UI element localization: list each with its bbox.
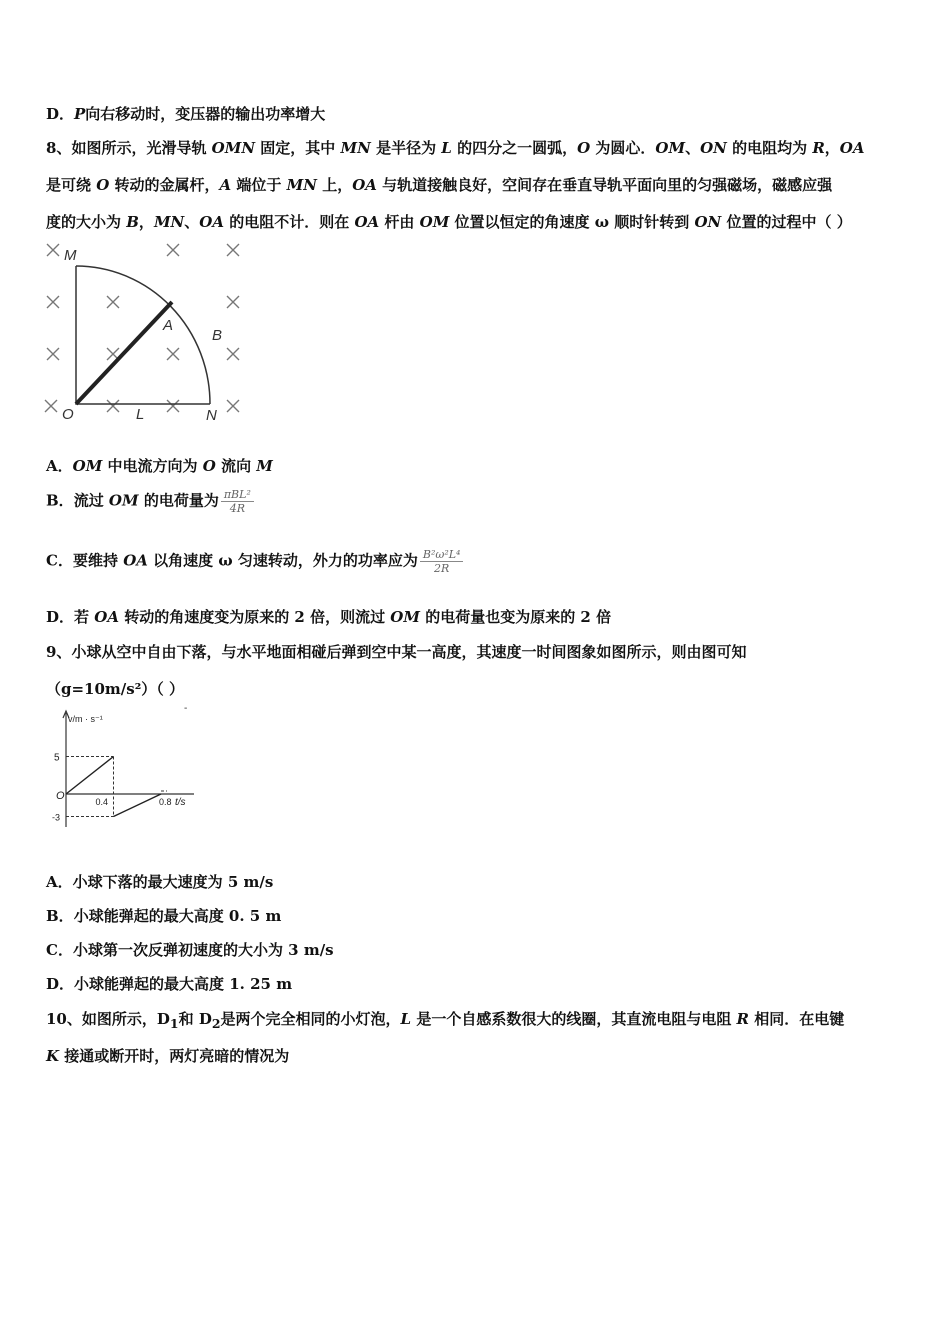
- velocity-time-chart: [50, 705, 200, 835]
- var: OM: [419, 213, 450, 231]
- text: 、: [184, 213, 200, 231]
- var: MN: [153, 213, 185, 231]
- var: O: [577, 139, 591, 157]
- stray-mark: -: [184, 705, 188, 714]
- text: 如图所示，光滑导轨: [71, 139, 212, 157]
- q10-line1: [46, 1008, 844, 1031]
- text: 上，: [316, 176, 353, 194]
- text: 是半径为: [370, 139, 442, 157]
- var: OM: [108, 491, 139, 510]
- text: 位置以恒定的角速度 ω 顺时针转到: [449, 213, 695, 231]
- label-m: M: [64, 247, 77, 264]
- var: OM: [390, 608, 420, 626]
- prev-option-d: [46, 103, 325, 124]
- q9-option-d[interactable]: [46, 973, 292, 994]
- var: OA: [352, 176, 377, 194]
- q9-option-a[interactable]: [46, 871, 273, 892]
- var: OA: [839, 139, 865, 157]
- velocity-segment: [114, 794, 162, 817]
- text: 流过: [73, 491, 109, 510]
- text: 是两个完全相同的小灯泡，: [220, 1010, 401, 1028]
- rod-oa: [76, 302, 172, 404]
- text: 如图所示，D: [81, 1010, 170, 1028]
- fraction: [420, 548, 464, 575]
- var: MN: [340, 139, 371, 157]
- option-label: D．: [46, 975, 75, 993]
- option-text: 小球下落的最大速度为 5 m/s: [72, 873, 274, 891]
- text: 是一个自感系数很大的线圈，其直流电阻与电阻: [411, 1010, 737, 1028]
- numerator: B²ω²L⁴: [420, 548, 464, 562]
- fraction: [221, 488, 254, 515]
- label-o: O: [62, 406, 74, 423]
- text: 的电阻不计．则在: [224, 213, 355, 231]
- option-text: 小球能弹起的最大高度 1. 25 m: [74, 975, 293, 993]
- text: 度的大小为: [46, 213, 127, 231]
- text: 若: [74, 608, 95, 626]
- q8-option-b[interactable]: [46, 488, 254, 515]
- label-n: N: [206, 407, 217, 424]
- option-text: 小球第一次反弹初速度的大小为 3 m/s: [72, 941, 334, 959]
- question-number: 10、: [46, 1010, 82, 1028]
- option-label: D．: [46, 105, 75, 123]
- var: P: [74, 105, 86, 123]
- var: ON: [700, 139, 727, 157]
- text: 端位于: [231, 176, 287, 194]
- text: （g=10m/s²）（ ）: [46, 680, 185, 698]
- text: 接通或断开时，两灯亮暗的情况为: [59, 1047, 290, 1065]
- var: OMN: [211, 139, 256, 157]
- text: 相同．在电键: [749, 1010, 845, 1028]
- velocity-segment: [66, 757, 114, 795]
- numerator: πBL²: [221, 488, 254, 502]
- var: R: [736, 1010, 750, 1028]
- var: K: [46, 1047, 60, 1065]
- text: ，: [138, 213, 154, 231]
- q8-line3: [46, 211, 852, 232]
- option-label: C．: [46, 941, 73, 959]
- text: 的电荷量为: [138, 491, 219, 510]
- denominator: 2R: [434, 562, 450, 575]
- var: OA: [354, 213, 380, 231]
- q8-option-c[interactable]: [46, 548, 463, 575]
- q8-option-d[interactable]: [46, 606, 611, 627]
- option-label: C．: [46, 551, 73, 570]
- q8-option-a[interactable]: [46, 455, 273, 476]
- option-text: 向右移动时，变压器的输出功率增大: [85, 105, 326, 123]
- subscript: 1: [169, 1016, 179, 1031]
- var: MN: [286, 176, 317, 194]
- subscript: 2: [211, 1016, 221, 1031]
- q9-option-c[interactable]: [46, 939, 334, 960]
- var: OA: [199, 213, 224, 231]
- origin-label: O: [56, 790, 65, 802]
- var: M: [256, 457, 273, 475]
- q9-line1: [46, 641, 746, 662]
- text: 与轨道接触良好，空间存在垂直导轨平面向里的匀强磁场，磁感应强: [376, 176, 833, 194]
- q8-line2: [46, 174, 832, 195]
- denominator: 4R: [229, 502, 245, 515]
- q9-line2: [46, 678, 184, 699]
- var: OM: [655, 139, 686, 157]
- text: 固定，其中: [255, 139, 341, 157]
- q8-magnetic-field-figure: [40, 240, 250, 425]
- field-cross-marks: [45, 244, 239, 412]
- label-a: A: [163, 317, 174, 334]
- text: 的电阻均为: [726, 139, 813, 157]
- var: ON: [694, 213, 722, 231]
- text: 杆由: [379, 213, 420, 231]
- text: 的电荷量也变为原来的 2 倍: [419, 608, 612, 626]
- text: 位置的过程中（ ）: [721, 213, 852, 231]
- question-number: 8、: [46, 139, 72, 157]
- q9-option-b[interactable]: [46, 905, 281, 926]
- y-tick-label: 5: [54, 752, 60, 764]
- var: O: [96, 176, 110, 194]
- var: OA: [123, 551, 148, 570]
- y-tick-label: -3: [52, 812, 61, 823]
- var: A: [219, 176, 232, 194]
- var: R: [812, 139, 825, 157]
- option-label: D．: [46, 608, 75, 626]
- text: 中电流方向为: [102, 457, 203, 475]
- var: OM: [72, 457, 103, 475]
- text: 流向: [215, 457, 257, 475]
- var: O: [202, 457, 216, 475]
- var: B: [126, 213, 139, 231]
- q10-line2: [46, 1045, 289, 1066]
- text: 要维持: [72, 551, 124, 570]
- var: OA: [94, 608, 119, 626]
- label-l: L: [136, 406, 145, 423]
- text: 、: [685, 139, 701, 157]
- option-label: B．: [46, 907, 74, 925]
- q8-line1: [46, 137, 865, 158]
- var: L: [400, 1010, 412, 1028]
- text: 和 D: [178, 1010, 212, 1028]
- x-axis-label: t/s: [175, 797, 186, 808]
- x-tick-label: 0.8: [159, 797, 172, 807]
- option-text: 小球能弹起的最大高度 0. 5 m: [73, 907, 282, 925]
- text: 是可绕: [46, 176, 97, 194]
- var: L: [441, 139, 452, 157]
- text: 转动的角速度变为原来的 2 倍，则流过: [118, 608, 391, 626]
- text: 小球从空中自由下落，与水平地面相碰后弹到空中某一高度，其速度一时间图象如图所示，则由图可知: [71, 643, 747, 661]
- option-label: A．: [46, 873, 73, 891]
- option-label: B．: [46, 491, 74, 510]
- question-number: 9、: [46, 643, 72, 661]
- label-b: B: [212, 327, 223, 344]
- option-label: A．: [46, 457, 73, 475]
- x-tick-label: 0.4: [95, 797, 109, 807]
- text: ，: [824, 139, 840, 157]
- text: 为圆心．: [590, 139, 656, 157]
- text: 以角速度 ω 匀速转动，外力的功率应为: [147, 551, 418, 570]
- text: 的四分之一圆弧，: [451, 139, 578, 157]
- y-axis-label: v/m · s⁻¹: [68, 714, 103, 724]
- text: 转动的金属杆，: [109, 176, 220, 194]
